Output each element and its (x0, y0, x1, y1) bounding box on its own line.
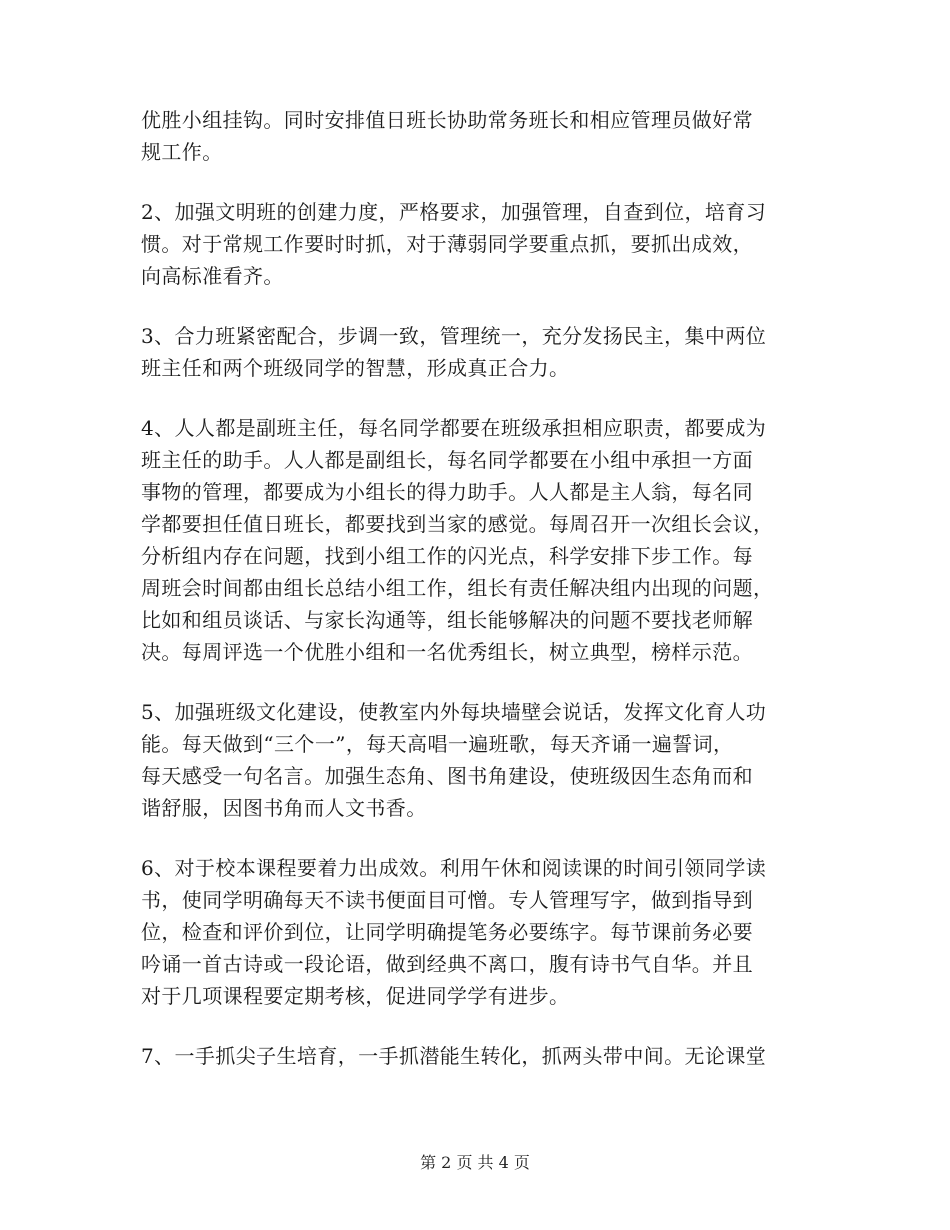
page-number-footer: 第 2 页 共 4 页 (420, 1153, 530, 1172)
text-line: 惯。对于常规工作要时时抓，对于薄弱同学要重点抓，要抓出成效， (141, 232, 753, 256)
text-line: 4、人人都是副班主任，每名同学都要在班级承担相应职责，都要成为 (141, 416, 767, 440)
paragraph (141, 320, 821, 384)
text-line: 规工作。 (141, 140, 223, 164)
text-line: 对于几项课程要定期考核，促进同学学有进步。 (141, 984, 570, 1008)
text-line: 比如和组员谈话、与家长沟通等，组长能够解决的问题不要找老师解 (141, 608, 753, 632)
paragraph (141, 196, 821, 292)
text-line: 每天感受一句名言。加强生态角、图书角建设，使班级因生态角而和 (141, 764, 753, 788)
text-line: 吟诵一首古诗或一段论语，做到经典不离口，腹有诗书气自华。并且 (141, 952, 753, 976)
text-line: 学都要担任值日班长，都要找到当家的感觉。每周召开一次组长会议， (141, 512, 774, 536)
text-line: 6、对于校本课程要着力出成效。利用午休和阅读课的时间引领同学读 (141, 856, 767, 880)
text-line: 周班会时间都由组长总结小组工作，组长有责任解决组内出现的问题， (141, 576, 774, 600)
text-line: 能。每天做到“三个一”，每天高唱一遍班歌，每天齐诵一遍誓词， (141, 732, 734, 756)
paragraph (141, 852, 821, 1012)
paragraph (141, 412, 821, 668)
document-body (141, 104, 821, 1100)
text-line: 书，使同学明确每天不读书便面目可憎。专人管理写字，做到指导到 (141, 888, 753, 912)
text-line: 向高标准看齐。 (141, 264, 284, 288)
paragraph (141, 1040, 821, 1072)
paragraph (141, 696, 821, 824)
text-line: 决。每周评选一个优胜小组和一名优秀组长，树立典型，榜样示范。 (141, 640, 753, 664)
text-line: 2、加强文明班的创建力度，严格要求，加强管理，自查到位，培育习 (141, 200, 767, 224)
text-line: 7、一手抓尖子生培育，一手抓潜能生转化，抓两头带中间。无论课堂 (141, 1044, 767, 1068)
text-line: 分析组内存在问题，找到小组工作的闪光点，科学安排下步工作。每 (141, 544, 753, 568)
text-line: 事物的管理，都要成为小组长的得力助手。人人都是主人翁，每名同 (141, 480, 753, 504)
text-line: 优胜小组挂钩。同时安排值日班长协助常务班长和相应管理员做好常 (141, 108, 753, 132)
text-line: 3、合力班紧密配合，步调一致，管理统一，充分发扬民主，集中两位 (141, 324, 767, 348)
text-line: 位，检查和评价到位，让同学明确提笔务必要练字。每节课前务必要 (141, 920, 753, 944)
text-line: 谐舒服，因图书角而人文书香。 (141, 796, 427, 820)
text-line: 5、加强班级文化建设，使教室内外每块墙壁会说话，发挥文化育人功 (141, 700, 767, 724)
text-line: 班主任和两个班级同学的智慧，形成真正合力。 (141, 356, 570, 380)
paragraph (141, 104, 821, 168)
text-line: 班主任的助手。人人都是副组长，每名同学都要在小组中承担一方面 (141, 448, 753, 472)
